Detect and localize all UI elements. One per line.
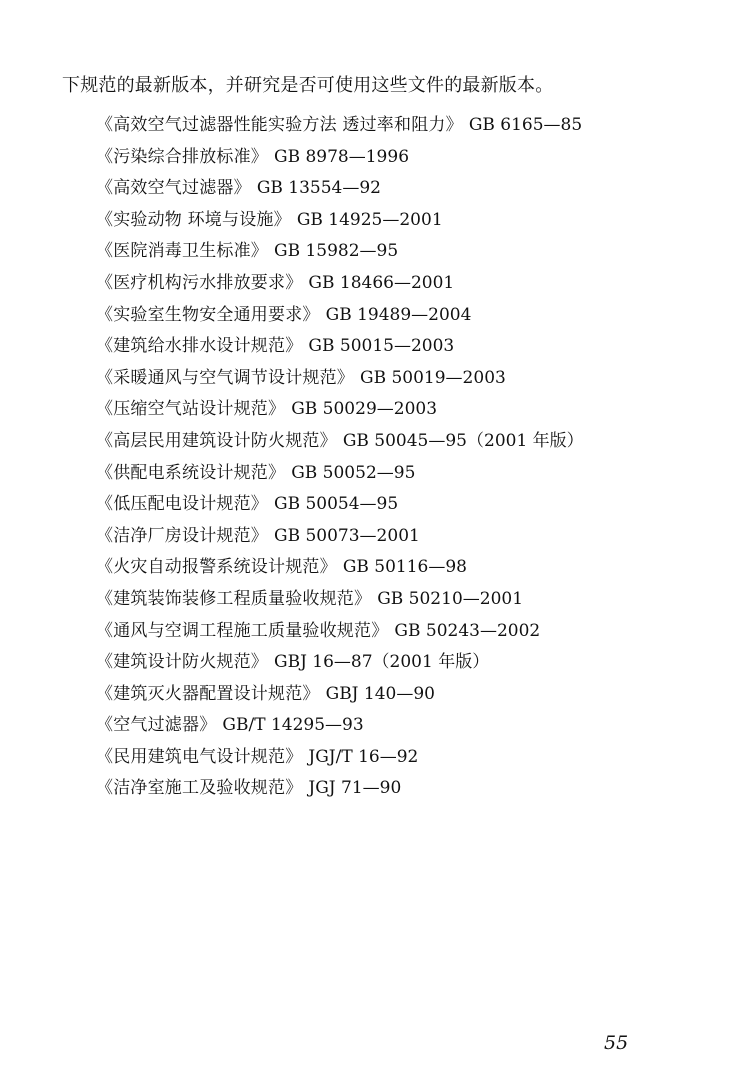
standard-item <box>96 142 584 174</box>
standard-code: GB 50015—2003 <box>308 336 455 357</box>
standard-code: GB 50052—95 <box>291 462 416 483</box>
standard-title: 《污染综合排放标准》 <box>96 146 268 167</box>
page-number: 55 <box>604 1032 629 1054</box>
standard-code: GB 50045—95（2001 年版） <box>342 430 584 451</box>
standard-code: GB 50210—2001 <box>377 588 524 609</box>
standard-code: GB 8978—1996 <box>274 146 410 167</box>
standard-code: GB/T 14295—93 <box>222 715 364 736</box>
standard-code: GB 15982—95 <box>274 241 399 262</box>
standard-item <box>96 205 584 237</box>
standard-item <box>96 331 584 363</box>
standard-code: GB 50116—98 <box>342 557 468 578</box>
standard-code: GB 18466—2001 <box>308 272 455 293</box>
standard-title: 《低压配电设计规范》 <box>96 494 268 515</box>
standard-item <box>96 110 584 142</box>
standard-title: 《高层民用建筑设计防火规范》 <box>96 430 337 451</box>
standard-item <box>96 647 584 679</box>
standard-code: GBJ 16—87（2001 年版） <box>274 652 490 673</box>
standard-item <box>96 710 584 742</box>
standard-title: 《医院消毒卫生标准》 <box>96 241 268 262</box>
standard-title: 《高效空气过滤器性能实验方法 透过率和阻力》 <box>96 115 463 135</box>
standard-item <box>96 773 584 805</box>
standard-title: 《高效空气过滤器》 <box>96 178 251 199</box>
standard-code: GB 6165—85 <box>468 115 583 135</box>
standard-code: JGJ/T 16—92 <box>308 746 419 767</box>
standard-item <box>96 616 584 648</box>
standard-code: GB 13554—92 <box>256 178 382 199</box>
standard-title: 《民用建筑电气设计规范》 <box>96 746 303 767</box>
standard-item <box>96 489 584 521</box>
standard-title: 《洁净厂房设计规范》 <box>96 525 268 546</box>
standard-title: 《实验动物 环境与设施》 <box>96 209 291 230</box>
standard-item <box>96 173 584 205</box>
standard-item <box>96 679 584 711</box>
standard-item <box>96 521 584 553</box>
standard-code: GB 50019—2003 <box>360 367 506 388</box>
standard-item <box>96 363 584 395</box>
standard-code: GB 50073—2001 <box>274 525 420 546</box>
standard-item <box>96 394 584 426</box>
standard-title: 《实验室生物安全通用要求》 <box>96 304 320 325</box>
standard-title: 《建筑给水排水设计规范》 <box>96 336 303 357</box>
standard-item <box>96 426 584 458</box>
standard-title: 《采暖通风与空气调节设计规范》 <box>96 367 354 388</box>
standard-code: GB 50054—95 <box>274 494 399 515</box>
standard-code: GB 19489—2004 <box>325 304 472 325</box>
standard-code: GB 14925—2001 <box>296 209 443 230</box>
standard-code: GB 50029—2003 <box>291 399 438 420</box>
standard-item <box>96 552 584 584</box>
standard-title: 《建筑设计防火规范》 <box>96 652 268 673</box>
standard-item <box>96 458 584 490</box>
standard-title: 《空气过滤器》 <box>96 715 217 736</box>
standard-item <box>96 300 584 332</box>
standard-code: JGJ 71—90 <box>308 778 402 799</box>
standard-title: 《压缩空气站设计规范》 <box>96 399 286 420</box>
standard-title: 《火灾自动报警系统设计规范》 <box>96 557 337 578</box>
standard-title: 《通风与空调工程施工质量验收规范》 <box>96 620 389 641</box>
standard-item <box>96 236 584 268</box>
intro-text: 下规范的最新版本，并研究是否可使用这些文件的最新版本。 <box>62 75 554 96</box>
standard-code: GBJ 140—90 <box>325 683 435 704</box>
standard-title: 《供配电系统设计规范》 <box>96 462 286 483</box>
standards-list <box>96 110 584 805</box>
standard-title: 《建筑装饰装修工程质量验收规范》 <box>96 588 372 609</box>
standard-title: 《洁净室施工及验收规范》 <box>96 778 303 799</box>
standard-title: 《建筑灭火器配置设计规范》 <box>96 683 320 704</box>
standard-item <box>96 268 584 300</box>
standard-item <box>96 742 584 774</box>
standard-title: 《医疗机构污水排放要求》 <box>96 272 303 293</box>
standard-code: GB 50243—2002 <box>394 620 541 641</box>
standard-item <box>96 584 584 616</box>
